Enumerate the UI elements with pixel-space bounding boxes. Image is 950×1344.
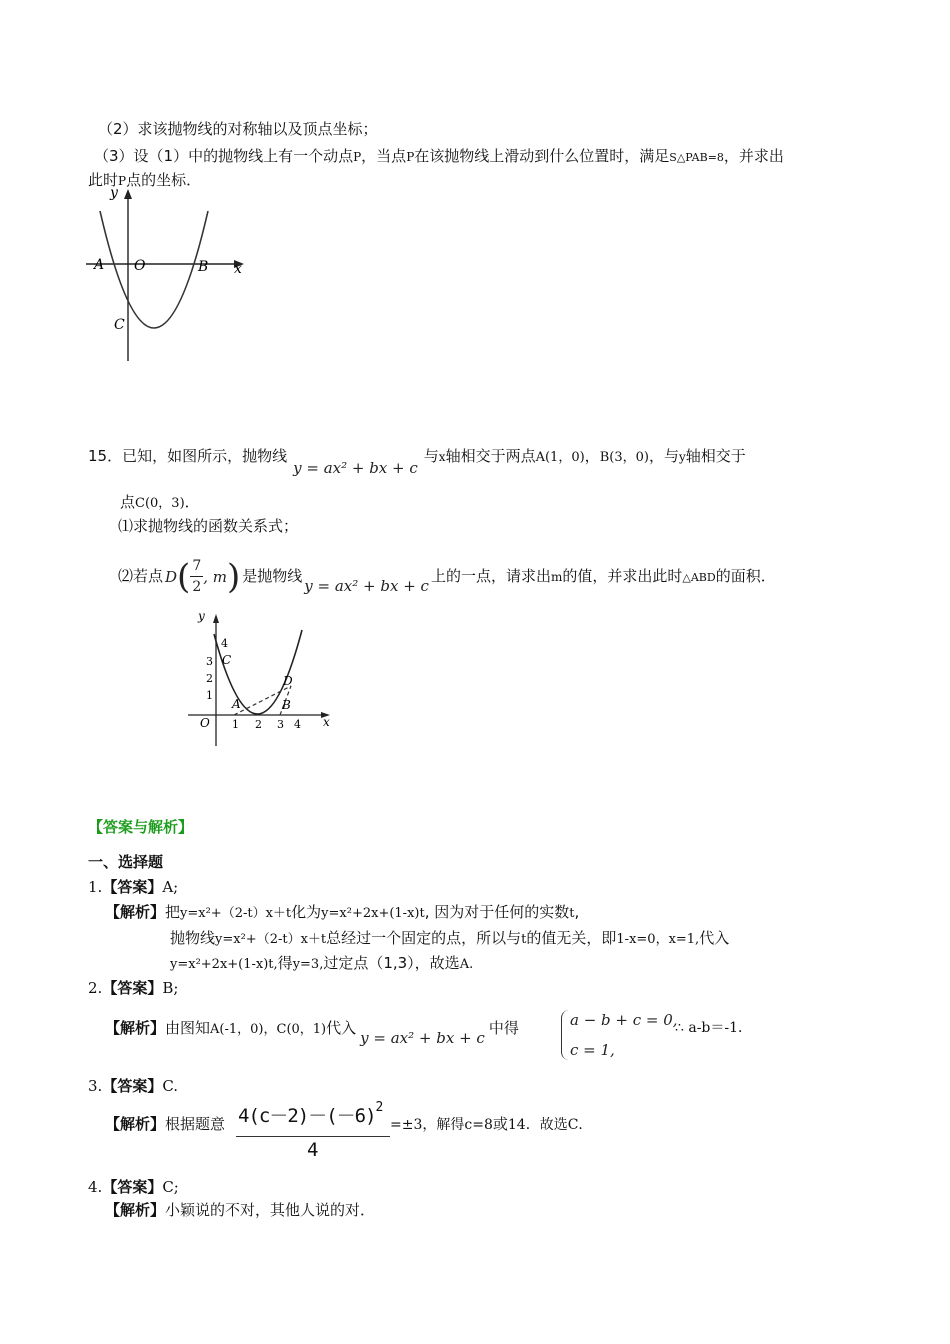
text: 过定点（1,3），故选 — [323, 954, 460, 972]
answer-2 — [88, 978, 178, 998]
answer-number: 2. — [88, 979, 103, 997]
explanation-tag: 【解析】 — [105, 1201, 166, 1219]
point-d-name: D — [165, 567, 178, 586]
equation: 1-x=0，x=1, — [616, 932, 700, 947]
left-paren: ( — [177, 556, 191, 597]
text: 抛物线 — [170, 929, 216, 947]
q15-text-b: 与 — [423, 447, 439, 465]
q14-part2 — [98, 119, 378, 139]
fraction-bar — [236, 1136, 390, 1137]
answer-2-explanation — [105, 1018, 519, 1047]
q15-parabola-graph — [186, 608, 336, 758]
q15-text-c: 轴相交于两点 — [445, 447, 536, 465]
m-var: m — [550, 570, 563, 584]
text: 代入 — [326, 1019, 357, 1037]
text: 或 — [492, 1115, 508, 1133]
answer-value: C; — [162, 1178, 179, 1196]
triangle-abd: △ABD — [682, 571, 716, 584]
text: 得 — [277, 954, 293, 972]
text: 中得 — [488, 1019, 519, 1037]
y-axis-arrow-icon — [213, 614, 219, 623]
equation: y=x²+2x+(1-x)t — [321, 906, 425, 921]
point-b-label: B — [282, 698, 291, 712]
answer-4 — [88, 1177, 179, 1197]
points-coords: A(-1，0)，C(0，1) — [210, 1022, 327, 1037]
x-axis-label: x — [323, 715, 330, 729]
point-a-coords: A(1，0) — [535, 450, 585, 465]
answer-number: 3. — [88, 1077, 103, 1095]
t-var: t — [521, 932, 527, 947]
text: 根据题意 — [165, 1115, 226, 1133]
q15-text-a: 已知，如图所示，抛物线 — [122, 447, 288, 465]
y-tick-3: 3 — [206, 655, 213, 668]
answer-1 — [88, 877, 178, 897]
answer-value: B; — [162, 979, 179, 997]
text: , — [574, 903, 580, 921]
x-axis-label: x — [234, 261, 242, 277]
q15-sub2-text-c: 上的一点，请求出 — [430, 567, 551, 585]
answer-1-explanation-line2 — [170, 928, 729, 950]
point-p-label: P — [406, 150, 415, 164]
q14-part3-text-d: ，并求出 — [723, 147, 784, 165]
text: 把 — [165, 903, 181, 921]
answer-choice: C． — [567, 1117, 593, 1133]
text: 代入 — [699, 929, 730, 947]
q14-part3-text-b: ，当点 — [361, 147, 407, 165]
y-axis-arrow-icon — [124, 189, 132, 199]
text: , 因为对于任何的实数 — [424, 903, 570, 921]
q15-sub1 — [118, 516, 298, 536]
fraction-denominator: 2 — [192, 579, 202, 595]
q15-text-e: 轴相交于 — [685, 447, 746, 465]
q15-sub2 — [118, 556, 776, 597]
answer-tag: 【答案】 — [102, 1077, 163, 1095]
answer-1-explanation-line3 — [170, 953, 473, 975]
answer-3-explanation-b — [390, 1114, 592, 1135]
q14-part3-text-f: 点的坐标． — [126, 171, 202, 189]
answer-3 — [88, 1076, 178, 1096]
x-tick-1: 1 — [232, 718, 239, 731]
parabola-formula: y = ax² + bx + c — [304, 577, 429, 595]
y-tick-4: 4 — [221, 637, 228, 650]
answer-number: 4. — [88, 1178, 103, 1196]
x-tick-2: 2 — [255, 718, 262, 731]
point-c-label: C — [222, 653, 232, 667]
q15-sub2-text-e: 的面积． — [715, 567, 776, 585]
answer-value: A; — [162, 878, 179, 896]
point-a-label: A — [232, 697, 241, 711]
equation: y=x²+（2-t）x＋t — [180, 906, 292, 921]
text: =±3，解得 — [390, 1117, 465, 1133]
q14-part3-text-e: 此时 — [88, 171, 119, 189]
q15-line2-text: 点 — [120, 493, 136, 511]
q14-part3-text-c: 在该抛物线上滑动到什么位置时，满足 — [414, 147, 670, 165]
fraction-numerator: 7 — [190, 556, 203, 577]
parabola-curve — [100, 211, 208, 328]
text: 化为 — [291, 903, 322, 921]
q15-line2-end: ． — [184, 493, 200, 511]
y-tick-1: 1 — [206, 689, 213, 702]
fraction-denominator: 4 — [307, 1139, 319, 1161]
origin-label: O — [134, 258, 146, 274]
text: 14．故选 — [507, 1117, 568, 1133]
numerator-text: 4(c－2)－(－6) — [238, 1105, 376, 1127]
origin-label: O — [200, 716, 210, 730]
answer-4-explanation — [105, 1200, 375, 1220]
q14-part3-line1 — [94, 146, 784, 168]
point-p-label: P — [118, 174, 127, 188]
fraction-numerator-expr — [238, 1099, 383, 1127]
text: 由图知 — [165, 1019, 211, 1037]
answer-choice: A. — [459, 957, 474, 972]
answer-tag: 【答案】 — [102, 878, 163, 896]
equation: y=3, — [292, 957, 324, 972]
answer-1-explanation-line1 — [105, 902, 579, 924]
separator: ， — [584, 447, 600, 465]
q15-sub2-text-a: ⑵若点 — [118, 567, 164, 585]
q15-sub2-text-d: 的值，并求出此时 — [562, 567, 683, 585]
equation: y=x²+（2-t）x＋t — [215, 932, 327, 947]
point-p-label: P — [353, 150, 362, 164]
point-a-label: A — [94, 257, 105, 273]
y-var: y — [678, 450, 686, 464]
x-tick-3: 3 — [277, 718, 284, 731]
explanation-tag: 【解析】 — [105, 1019, 166, 1037]
system-brace — [561, 1010, 570, 1060]
system-equation-1: a − b + c = 0, — [570, 1011, 678, 1029]
point-d-m: , m — [203, 567, 227, 586]
explanation-tag: 【解析】 — [105, 903, 166, 921]
text: 总经过一个固定的点，所以与 — [326, 929, 522, 947]
answers-heading: 【答案与解析】 — [88, 818, 194, 836]
answer-number: 1. — [88, 878, 103, 896]
y-axis-label: y — [110, 185, 118, 201]
t-var: t — [569, 906, 575, 921]
system-equation-2: c = 1, — [570, 1041, 615, 1059]
answer-value: C. — [162, 1077, 179, 1095]
point-c-coords: C(0，3) — [135, 496, 185, 511]
answer-2-result: ∴ a-b＝-1． — [675, 1020, 753, 1036]
fraction-7-2 — [190, 556, 203, 597]
q14-parabola-graph — [84, 185, 254, 365]
text: 的值无关，即 — [526, 929, 617, 947]
exponent: 2 — [375, 1099, 383, 1115]
point-c-label: C — [114, 317, 125, 333]
equation: y=x²+2x+(1-x)t, — [170, 957, 278, 972]
answer-tag: 【答案】 — [102, 979, 163, 997]
y-tick-2: 2 — [206, 672, 213, 685]
section-title: 一、选择题 — [88, 853, 164, 871]
point-b-coords: B(3，0) — [599, 450, 649, 465]
q15-text-d: ，与 — [648, 447, 679, 465]
answer-tag: 【答案】 — [102, 1178, 163, 1196]
q15-sub2-text-b: 是抛物线 — [242, 567, 303, 585]
point-d-label: D — [283, 674, 293, 688]
q15-line1 — [88, 444, 746, 477]
y-axis-label: y — [198, 609, 205, 623]
x-tick-4: 4 — [294, 718, 301, 731]
q15-line2 — [120, 492, 200, 514]
answer-3-explanation-a — [105, 1114, 225, 1134]
question-number: 15． — [88, 447, 123, 465]
point-b-label: B — [198, 259, 209, 275]
q15-sub1-text: ⑴求抛物线的函数关系式； — [118, 517, 299, 535]
area-condition: S△PAB=8 — [669, 151, 724, 164]
parabola-formula: y = ax² + bx + c — [293, 459, 418, 477]
parabola-formula: y = ax² + bx + c — [360, 1029, 485, 1047]
explanation-tag: 【解析】 — [105, 1115, 166, 1133]
q14-part2-text: （2）求该抛物线的对称轴以及顶点坐标； — [98, 120, 378, 138]
right-paren: ) — [227, 556, 241, 597]
x-var: x — [438, 450, 446, 464]
q14-part3-text-a: （3）设（1）中的抛物线上有一个动点 — [94, 147, 354, 165]
c-value: c=8 — [464, 1117, 493, 1133]
point-d-expression — [165, 556, 240, 597]
text: 小颖说的不对，其他人说的对． — [165, 1201, 376, 1219]
